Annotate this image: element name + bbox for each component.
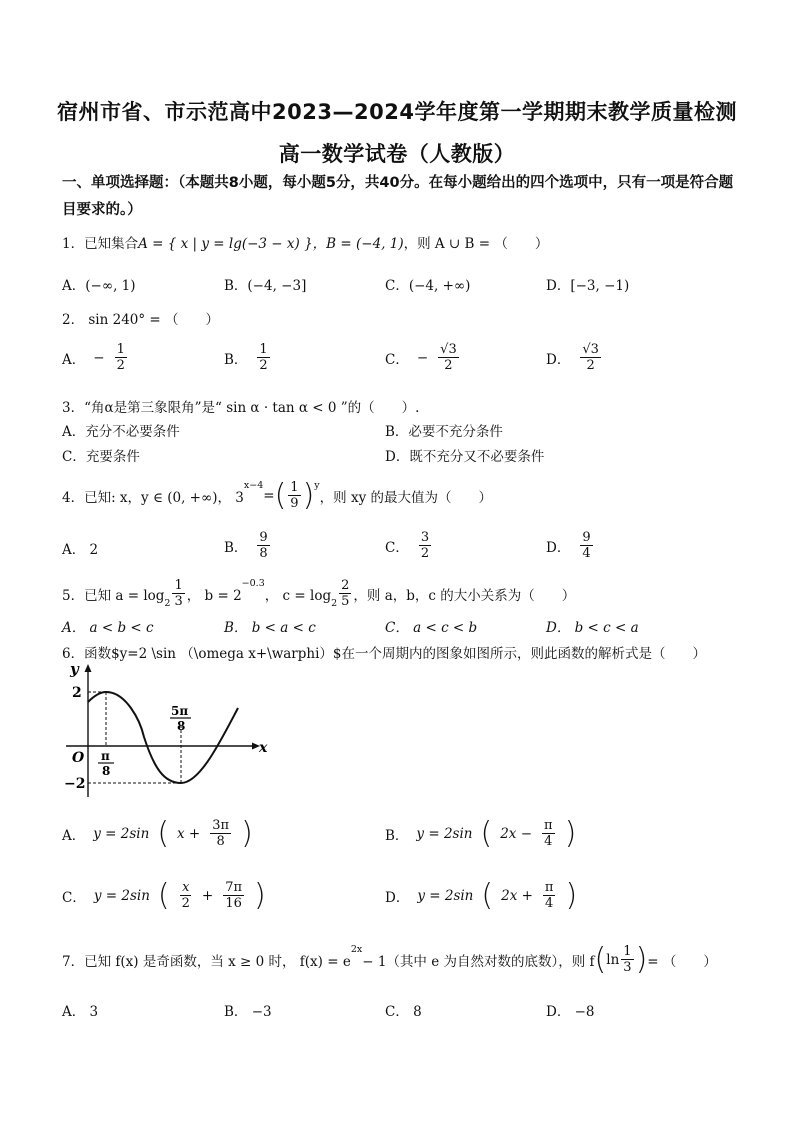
q5-option-b[interactable]: B． b < a < c (224, 620, 316, 636)
q7-exp: 2x (350, 944, 363, 955)
q4-option-c[interactable] (385, 530, 433, 561)
x1-num: π (101, 749, 110, 763)
q6-option-a[interactable]: A． y = 2sin ( x + $\frac{3\pi}{8}$ ) (62, 815, 253, 851)
sine-graph (60, 662, 280, 802)
q2-a-fraction (115, 342, 127, 373)
q5-mid2: ， c = log (264, 587, 332, 604)
question-7: 7．已知 f(x) 是奇函数，当 x ≥ 0 时， f(x) = e $^{2x}$ − 1（其中 e 为自然对数的底数），则 f ( ln $\frac{1}{3}$ ) = （ ） (62, 941, 717, 977)
section-heading: 一、单项选择题：（本题共8小题，每小题5分，共40分。在每小题给出的四个选项中，只有一项是符合题目要求的。） (62, 175, 734, 218)
q4-b-den: 8 (259, 546, 268, 561)
q2-b-fraction (257, 342, 269, 373)
q1-set-b: ，B = (−4, 1) (312, 236, 404, 252)
q6-c-d1: 2 (181, 896, 190, 911)
question-2: 2． sin 240° = （ ） (62, 312, 220, 328)
q1-option-b[interactable]: B．(−4, −3] (224, 278, 307, 294)
q7-den: 3 (623, 960, 632, 975)
q6-c-fraction-1 (180, 880, 192, 911)
q7-option-b[interactable]: B． −3 (224, 1004, 272, 1020)
origin-label: O (72, 750, 85, 766)
q7-fraction (621, 944, 633, 975)
q4-d-label: D． (546, 539, 571, 556)
q2-a-label: A． (62, 351, 86, 368)
q6-d-num: π (544, 880, 554, 895)
q2-b-den: 2 (259, 358, 268, 373)
q1-tail: ，则 A ∪ B = （ ） (403, 236, 549, 252)
q4-d-den: 4 (582, 546, 591, 561)
q5-mid1: ， b = 2 (186, 587, 242, 604)
q6-option-b[interactable]: B． y = 2sin ( 2x − $\frac{\pi}{4}$ ) (385, 815, 577, 851)
q6-b-num: π (544, 818, 553, 833)
q5-option-a[interactable]: A． a < b < c (62, 620, 154, 636)
q6-c-pre: y = 2sin (93, 887, 150, 904)
q6-c-den: 16 (225, 896, 242, 911)
question-6: 6．函数$y=2 \sin （\omega x+\warphi）$在一个周期内的图象如图所示，则此函数的解析式是（ ） (62, 646, 706, 662)
q6-option-c[interactable]: C． y = 2sin ( $\frac{x}{2}$ + $\frac{7\pi}{16}$ ) (62, 877, 266, 913)
q7-num: 1 (623, 944, 632, 959)
y-axis-label: y (70, 662, 79, 678)
q6-d-in: 2x + (501, 887, 533, 904)
q6-d-den: 4 (545, 896, 554, 911)
x2-den: 8 (177, 719, 186, 733)
q5-tail: ，则 a，b，c 的大小关系为（ ） (353, 587, 576, 604)
q2-a-den: 2 (116, 358, 125, 373)
y-axis-arrow (85, 664, 92, 672)
q2-c-sign: − (416, 349, 429, 366)
q1-option-c[interactable]: C．(−4, +∞) (385, 278, 471, 294)
q6-c-label: C． (62, 889, 86, 906)
q3-option-c[interactable]: C．充要条件 (62, 449, 140, 465)
q2-option-a[interactable] (62, 342, 129, 373)
q2-option-d[interactable] (546, 342, 603, 373)
x-axis-label: x (259, 740, 268, 756)
q5-fraction-1 (172, 578, 184, 609)
q2-d-num: √3 (582, 342, 599, 357)
q7-option-c[interactable]: C． 8 (385, 1004, 422, 1020)
q6-c-in: + (201, 887, 214, 904)
q6-d-fraction (543, 880, 556, 911)
q2-a-num: 1 (116, 342, 125, 357)
q5-den1: 3 (174, 594, 183, 609)
q1-option-a[interactable]: A．(−∞, 1) (62, 278, 136, 294)
q4-tail: ，则 xy 的最大值为（ ） (319, 489, 492, 506)
q6-a-in: x + (177, 825, 201, 842)
q5-den2: 5 (341, 594, 350, 609)
q4-option-b[interactable] (224, 530, 272, 561)
q6-c-fraction-2 (223, 880, 244, 911)
q4-eq: = (263, 487, 275, 504)
q4-c-label: C． (385, 539, 409, 556)
q3-option-a[interactable]: A．充分不必要条件 (62, 424, 180, 440)
y-max-label: 2 (72, 685, 82, 701)
q6-b-fraction (542, 818, 555, 849)
q5-fraction-2 (339, 578, 351, 609)
q1-set-a: A = { x | y = lg(−3 − x) } (138, 236, 313, 252)
q5-exp: −0.3 (241, 578, 265, 589)
q2-b-num: 1 (259, 342, 268, 357)
q5-option-c[interactable]: C． a < c < b (385, 620, 478, 636)
q2-option-b[interactable] (224, 342, 272, 373)
q4-b-num: 9 (259, 530, 268, 545)
q2-d-den: 2 (586, 358, 595, 373)
exam-title: 宿州市省、市示范高中2023—2024学年度第一学期期末教学质量检测 (57, 100, 737, 124)
y-min-label: −2 (64, 776, 86, 792)
q2-c-fraction (438, 342, 459, 373)
q6-c-n1: x (182, 880, 190, 895)
q4-option-d[interactable] (546, 530, 595, 561)
question-5 (62, 578, 575, 609)
q6-b-in: 2x − (500, 825, 533, 842)
q2-c-num: √3 (440, 342, 457, 357)
q4-fraction (288, 480, 300, 511)
q7-ln: ln (606, 951, 620, 968)
q1-pre: 1．已知集合 (62, 236, 139, 252)
q4-c-fraction (419, 530, 431, 561)
q7-tail: = （ ） (647, 953, 717, 970)
q2-d-fraction (580, 342, 601, 373)
q4-b-fraction (257, 530, 269, 561)
q6-d-pre: y = 2sin (417, 887, 474, 904)
q4-den: 9 (290, 496, 299, 511)
q3-option-d[interactable]: D．既不充分又不必要条件 (385, 449, 545, 465)
q6-a-den: 8 (216, 834, 225, 849)
q7-mid: − 1（其中 e 为自然对数的底数），则 f (362, 953, 595, 970)
q1-option-d[interactable]: D．[−3, −1) (546, 278, 630, 294)
q4-c-den: 2 (420, 546, 430, 561)
q5-base-1: 2 (164, 598, 171, 609)
q6-a-num: 3π (212, 818, 230, 833)
q5-base-2: 2 (331, 598, 338, 609)
question-1 (62, 232, 548, 252)
q2-c-den: 2 (444, 358, 453, 373)
q6-d-label: D． (385, 889, 410, 906)
q3-option-b[interactable]: B．必要不充分条件 (385, 424, 503, 440)
q6-b-pre: y = 2sin (416, 825, 473, 842)
q4-option-a[interactable]: A． 2 (62, 542, 99, 558)
q4-pre: 4．已知: x，y ∈ (0, +∞)， 3 (62, 489, 244, 506)
x2-num: 5π (171, 704, 189, 718)
q7-pre: 7．已知 f(x) 是奇函数，当 x ≥ 0 时， f(x) = e (62, 953, 351, 970)
q2-b-label: B． (224, 351, 248, 368)
q6-a-fraction (210, 818, 231, 849)
q4-c-num: 3 (420, 530, 430, 545)
q6-option-d[interactable]: D． y = 2sin ( 2x + $\frac{\pi}{4}$ ) (385, 877, 578, 913)
question-4: 4．已知: x，y ∈ (0, +∞)， 3 $^{x-4}$ = ( $\frac{1}{9}$ ) $^y$ ，则 xy 的最大值为（ ） (62, 477, 492, 513)
q4-exp2: y (314, 480, 320, 491)
q2-a-sign: − (93, 349, 105, 366)
q6-a-pre: y = 2sin (93, 825, 150, 842)
q4-d-num: 9 (582, 530, 591, 545)
q7-option-d[interactable]: D． −8 (546, 1004, 595, 1020)
q5-option-d[interactable]: D． b < c < a (546, 620, 639, 636)
q4-exp: x−4 (243, 480, 264, 491)
q6-a-label: A． (62, 827, 86, 844)
x1-den: 8 (102, 764, 111, 778)
q2-option-c[interactable] (385, 342, 461, 373)
q6-c-num: 7π (225, 880, 243, 895)
q5-pre: 5．已知 a = log (62, 587, 165, 604)
q2-c-label: C． (385, 351, 409, 368)
sine-curve (88, 692, 238, 783)
q6-b-label: B． (385, 827, 409, 844)
exam-subtitle: 高一数学试卷（人教版） (278, 142, 516, 166)
q2-d-label: D． (546, 351, 571, 368)
q6-b-den: 4 (544, 834, 553, 849)
q5-num1: 1 (174, 578, 183, 593)
q4-num: 1 (290, 480, 299, 495)
q4-d-fraction (580, 530, 592, 561)
question-3: 3．“角α是第三象限角”是“ sin α · tan α < 0 ”的（ ）. (62, 400, 420, 416)
q5-num2: 2 (341, 578, 350, 593)
q7-option-a[interactable]: A． 3 (62, 1004, 99, 1020)
q4-b-label: B． (224, 539, 248, 556)
